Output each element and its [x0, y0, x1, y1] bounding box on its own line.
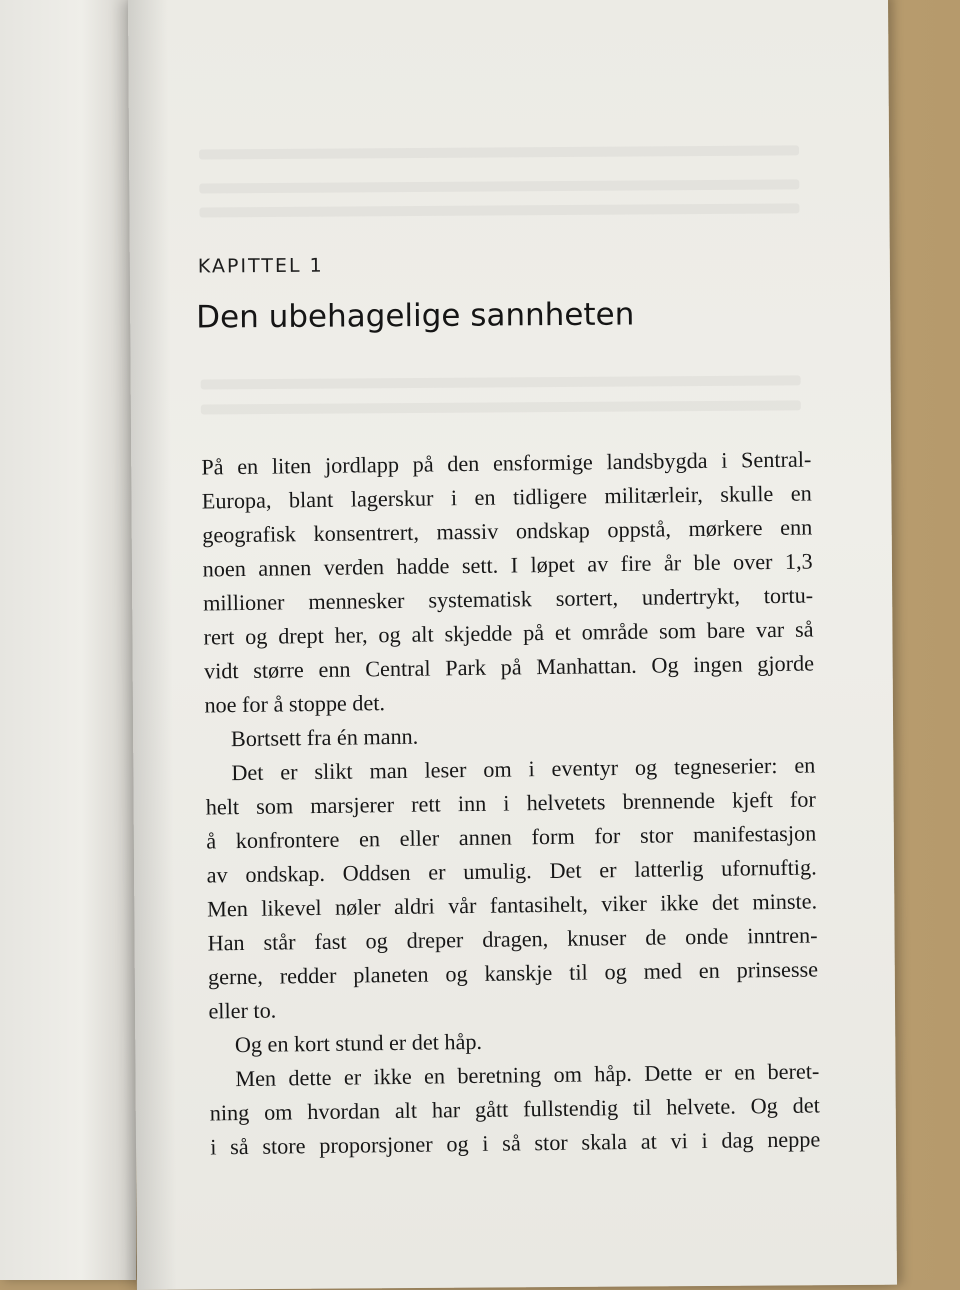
left-page [0, 0, 136, 1280]
show-through-line [199, 203, 799, 217]
chapter-title: Den ubehagelige sannheten [196, 296, 635, 336]
text-line: Men likevel nøler aldri vår fantasihelt, viker ikke det minste. [206, 888, 818, 922]
show-through-line [199, 179, 799, 193]
body-text [201, 443, 820, 1165]
text-line: Og en kort stund er det håp. [234, 1028, 483, 1058]
text-line: Europa, blant lagerskur i en tidligere militærleir, skulle en [201, 480, 812, 514]
book-page [128, 0, 897, 1290]
text-line: millioner mennesker systematisk sortert, undertrykt, tortu- [202, 582, 814, 616]
text-line: av ondskap. Oddsen er umulig. Det er latterlig ufornuftig. [206, 854, 817, 888]
text-line: Han står fast og dreper dragen, knuser de onde inntren- [207, 922, 818, 956]
text-line: Det er slikt man leser om i eventyr og tegneserier: en [231, 752, 816, 786]
text-line: helt som marsjerer rett inn i helvetets brennende kjeft for [205, 786, 816, 820]
text-line: Men dette er ikke en beretning om håp. Dette er en beret- [235, 1058, 820, 1092]
text-line: i så store proporsjoner og i så stor skala at vi i dag neppe [210, 1126, 821, 1160]
show-through-text [0, 325, 145, 435]
chapter-label: KAPITTEL 1 [197, 254, 324, 278]
text-line: noen annen verden hadde sett. I løpet av fire år ble over 1,3 [202, 548, 813, 582]
text-line: rert og drept her, og alt skjedde på et område som bare var så [203, 616, 814, 650]
text-line: vidt større enn Central Park på Manhattan. Og ingen gjorde [203, 650, 815, 684]
text-line: gerne, redder planeten og kanskje til og med en prinsesse [207, 956, 819, 990]
show-through-line [201, 400, 801, 414]
text-line: På en liten jordlapp på den ensformige landsbygda i Sentral- [201, 446, 812, 480]
text-line: å konfrontere en eller annen form for stor manifestasjon [206, 820, 817, 854]
text-line: geografisk konsentrert, massiv ondskap oppstå, mørkere enn [202, 514, 813, 548]
text-line: noe for å stoppe det. [204, 690, 386, 718]
show-through-line [201, 375, 801, 389]
text-line: ning om hvordan alt har gått fullstendig til helvete. Og det [209, 1092, 820, 1126]
text-line: eller to. [208, 997, 277, 1024]
show-through-line [199, 145, 799, 159]
text-line: Bortsett fra én mann. [230, 723, 419, 752]
